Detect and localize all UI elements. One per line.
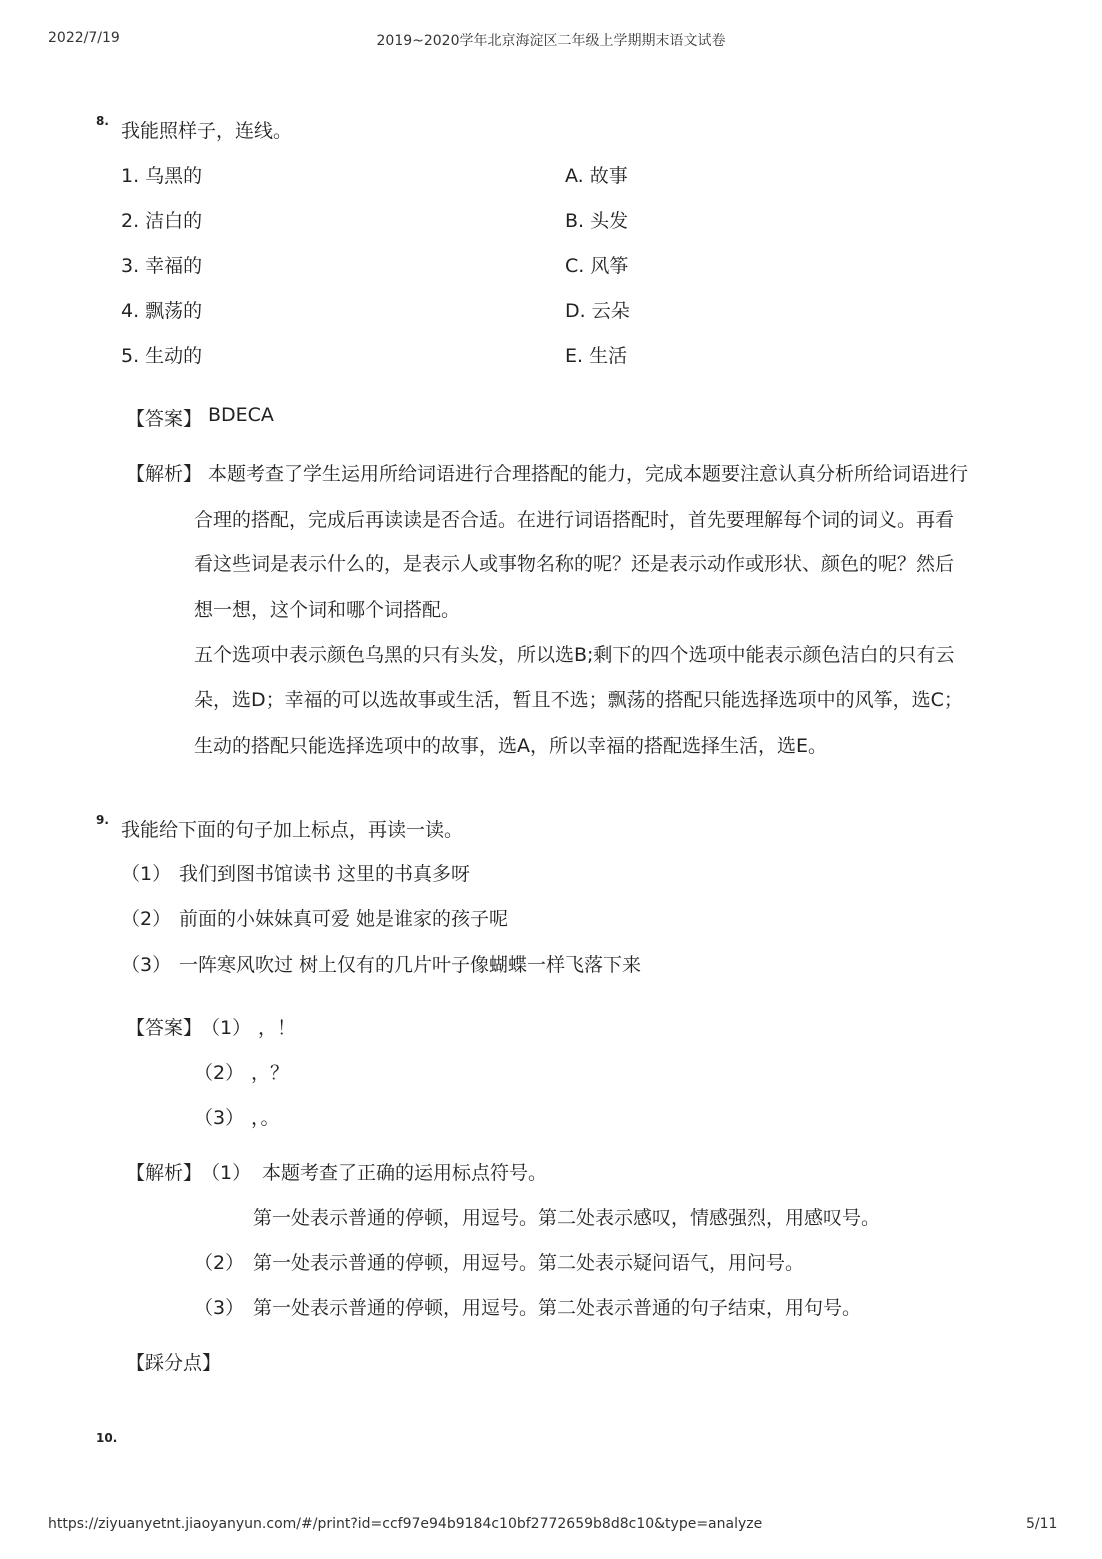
analysis-index: （3）: [194, 1297, 245, 1319]
analysis-text: 第一处表示普通的停顿，用逗号。第二处表示疑问语气，用问号。: [253, 1252, 805, 1274]
document-title: 2019~2020学年北京海淀区二年级上学期期末语文试卷: [376, 33, 726, 49]
analysis-line: 本题考查了学生运用所给词语进行合理搭配的能力，完成本题要注意认真分析所给词语进行: [208, 463, 969, 485]
match-right-item-b: B. 头发: [565, 210, 629, 232]
match-right-item-d: D. 云朵: [565, 300, 630, 322]
question-number: 8.: [96, 114, 109, 128]
answer-label: 【答案】: [126, 1017, 203, 1039]
question-number: 9.: [96, 813, 109, 827]
answer-text: ，！: [258, 1017, 297, 1039]
match-left-item-1: 1. 乌黑的: [121, 165, 203, 187]
answer-index: （1）: [201, 1017, 252, 1039]
analysis-label: 【解析】: [126, 1162, 203, 1184]
analysis-label: 【解析】: [126, 463, 203, 485]
analysis-line: 生动的搭配只能选择选项中的故事，选A，所以幸福的搭配选择生活，选E。: [194, 735, 828, 757]
analysis-line: 五个选项中表示颜色乌黑的只有头发，所以选B;剩下的四个选项中能表示颜色洁白的只有云: [194, 644, 955, 666]
analysis-text: 第一处表示普通的停顿，用逗号。第二处表示感叹，情感强烈，用感叹号。: [253, 1207, 881, 1229]
answer-index: （3）: [194, 1107, 245, 1129]
scoring-points-label: 【踩分点】: [126, 1352, 222, 1374]
sentence-index: （2）: [121, 908, 172, 930]
match-left-item-4: 4. 飘荡的: [121, 300, 203, 322]
sentence-index: （3）: [121, 954, 172, 976]
analysis-line: 看这些词是表示什么的，是表示人或事物名称的呢？还是表示动作或形状、颜色的呢？然后: [194, 553, 955, 575]
answer-text: ，。: [251, 1107, 280, 1129]
analysis-line: 想一想，这个词和哪个词搭配。: [194, 599, 461, 621]
answer-text: ，？: [251, 1062, 290, 1084]
match-right-item-c: C. 风筝: [565, 255, 629, 277]
question-prompt: 我能给下面的句子加上标点，再读一读。: [121, 819, 464, 841]
analysis-line: 朵，选D；幸福的可以选故事或生活，暂且不选；飘荡的搭配只能选择选项中的风筝，选C；: [194, 689, 963, 711]
sentence-text: 前面的小妹妹真可爱 她是谁家的孩子呢: [179, 908, 509, 930]
analysis-index: （2）: [194, 1252, 245, 1274]
sentence-index: （1）: [121, 863, 172, 885]
match-right-item-e: E. 生活: [565, 345, 628, 367]
answer-label: 【答案】: [126, 408, 203, 430]
match-right-item-a: A. 故事: [565, 165, 628, 187]
print-date: 2022/7/19: [48, 30, 120, 46]
match-left-item-5: 5. 生动的: [121, 345, 203, 367]
answer-index: （2）: [194, 1062, 245, 1084]
analysis-text: 本题考查了正确的运用标点符号。: [262, 1162, 548, 1184]
match-left-item-3: 3. 幸福的: [121, 255, 203, 277]
analysis-text: 第一处表示普通的停顿，用逗号。第二处表示普通的句子结束，用句号。: [253, 1297, 862, 1319]
question-prompt: 我能照样子，连线。: [121, 120, 293, 142]
sentence-text: 我们到图书馆读书 这里的书真多呀: [179, 863, 471, 885]
answer-text: BDECA: [208, 404, 274, 426]
analysis-line: 合理的搭配，完成后再读读是否合适。在进行词语搭配时，首先要理解每个词的词义。再看: [194, 509, 955, 531]
match-left-item-2: 2. 洁白的: [121, 210, 203, 232]
analysis-index: （1）: [201, 1162, 252, 1184]
question-10-number: 10.: [96, 1431, 118, 1445]
sentence-text: 一阵寒风吹过 树上仅有的几片叶子像蝴蝶一样飞落下来: [179, 954, 642, 976]
page-url: https://ziyuanyetnt.jiaoyanyun.com/#/print?id=ccf97e94b9184c10bf2772659b8d8c10&type=analyze: [48, 1516, 763, 1532]
page-number: 5/11: [1026, 1516, 1058, 1532]
